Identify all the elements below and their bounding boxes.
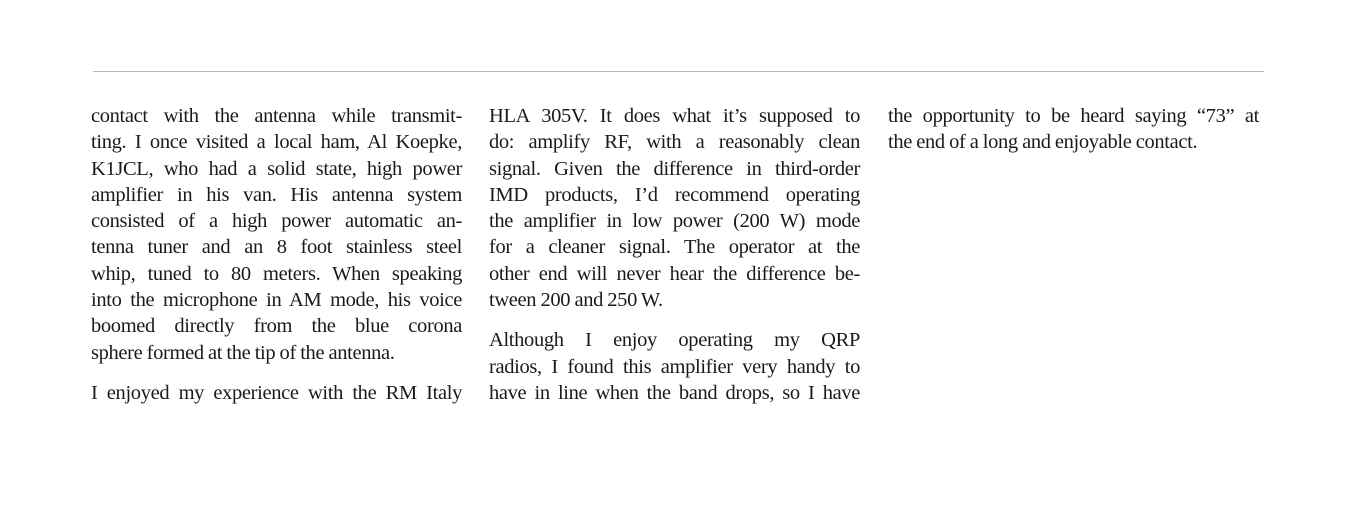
paragraph [489,327,860,406]
text-column-3 [888,103,1259,156]
text-line: tween 200 and 250 W. [489,289,663,312]
text-line: amplifier in his van. His antenna system [91,183,462,206]
text-line: contact with the antenna while transmit- [91,105,462,127]
text-line: consisted of a high power automatic an- [91,210,462,233]
text-line: IMD products, I’d recommend operating [489,183,860,206]
text-line: other end will never hear the difference be- [489,262,860,285]
text-line: radios, I found this amplifier very handy to [489,355,860,378]
text-line: I enjoyed my experience with the RM Italy [91,381,462,404]
text-line: HLA 305V. It does what it’s supposed to [489,105,860,127]
text-line: tenna tuner and an 8 foot stainless steel [91,236,462,259]
text-line: into the microphone in AM mode, his voice [91,289,462,312]
paragraph-gap [91,366,462,380]
text-line: sphere formed at the tip of the antenna. [91,341,395,364]
paragraph-gap [489,313,860,327]
text-line: for a cleaner signal. The operator at the [489,236,860,259]
text-line: have in line when the band drops, so I have [489,381,860,404]
text-column-2 [489,103,860,406]
text-line: the opportunity to be heard saying “73” at [888,105,1259,127]
paragraph [888,103,1259,156]
text-line: the amplifier in low power (200 W) mode [489,210,860,233]
text-line: the end of a long and enjoyable contact. [888,131,1198,154]
text-line: ting. I once visited a local ham, Al Koepke, [91,131,462,154]
text-line: signal. Given the difference in third-order [489,157,860,180]
text-line: whip, tuned to 80 meters. When speaking [91,262,462,285]
text-column-1 [91,103,462,406]
top-rule [93,71,1264,72]
text-line: Although I enjoy operating my QRP [489,329,860,352]
paragraph [91,380,462,406]
text-line: K1JCL, who had a solid state, high power [91,157,462,180]
text-line: do: amplify RF, with a reasonably clean [489,131,860,154]
text-line: boomed directly from the blue corona [91,315,462,338]
paragraph [489,103,860,313]
paragraph [91,103,462,366]
